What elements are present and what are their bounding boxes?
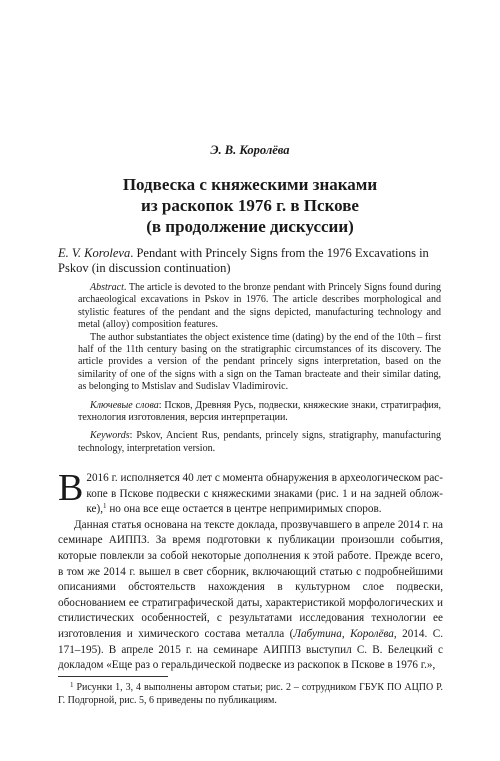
footnote-text: Рисунки 1, 3, 4 выполнены автором статьи; рис. 2 – сотрудником ГБУК ПО АЦПО Р. Г. Подгорной, рис. 5, 6 приведены по публикациям. <box>58 682 443 706</box>
ru-keywords-label: Ключевые слова <box>90 399 159 411</box>
footnote <box>58 681 443 707</box>
abstract-label: Abstract <box>90 282 124 293</box>
abstract-paragraph <box>78 282 441 332</box>
abstract-text: . The article is devoted to the bronze pendant with Princely Signs found during archaeological excavations in Pskov in 1976. The article describes morphological and stylistic features of the pendant and the signs depicted, manufacturing technology and metal (alloy) composition features. <box>78 282 441 331</box>
body-text: 2016 г. исполняется 40 лет с момента обнаружения в археологическом раскопе в Пскове подвески с княжескими знаками (рис. 1 и на задней обложке), <box>86 472 443 516</box>
body-paragraph <box>58 467 443 518</box>
footnote-mark: 1 <box>70 681 74 689</box>
abstract-block <box>78 282 441 455</box>
article-author: Э. В. Королёва <box>210 143 290 157</box>
body-paragraph <box>58 518 443 674</box>
drop-cap: В <box>58 467 84 509</box>
en-keywords-label: Keywords <box>90 430 130 442</box>
body-text: , 2014. С. 171–195). В апреле 2015 г. на семинаре АИППЗ выступил С. В. Белецкий с докладом «Еще раз о геральдической подвеске из раскопок в Пскове в 1976 г.», <box>58 627 444 672</box>
footnote-divider <box>58 676 168 677</box>
article-title <box>0 174 500 237</box>
abstract-paragraph: The author substantiates the object existence time (dating) by the end of the 10th – first half of the 11th century basing on the stratigraphic circumstances of its discovery. The article provides a version of the pendant princely signs interpretation, based on the similarity of one of the signs with a sign on the Taman bracteate and their similar dating, as belonging to Mstislav and Sudislav Vladimirovic. <box>78 331 441 393</box>
en-keywords-text: : Pskov, Ancient Rus, pendants, princely signs, stratigraphy, manufacturing technology, interpretation version. <box>78 430 441 454</box>
body-text: Данная статья основана на тексте доклада, прозвучавшего в апреле 2014 г. на семинаре АИППЗ. За время подготовки к публикации произошли события, которые повлекли за собой некоторые дополнения к этой работе. Прежде всего, в том же 2014 г. вышел в свет сборник, включающий статью с подробнейшими описаниями обстоятельств нахождения в культурном слое подвески, обоснованием ее стратиграфической даты, характеристикой морфологических и стилистических особенностей, с результатами исследования технологии ее изготовления и химического состава металла ( <box>58 518 443 640</box>
english-keywords <box>78 430 441 455</box>
title-line: Подвеска с княжескими знаками <box>122 175 378 194</box>
citation-authors: Лабутина, Королёва <box>293 627 394 640</box>
title-line: (в продолжение дискуссии) <box>146 217 354 236</box>
article-body <box>58 467 444 674</box>
russian-keywords <box>78 400 441 425</box>
english-author: E. V. Koroleva <box>58 246 131 260</box>
ru-keywords-text: : Псков, Древняя Русь, подвески, княжеские знаки, стратиграфия, технология изготовления, версия интерпретации. <box>78 399 441 424</box>
footnote-paragraph <box>58 681 443 707</box>
footnote-ref: 1 <box>103 502 107 511</box>
title-line: из раскопок 1976 г. в Пскове <box>141 196 359 215</box>
english-title-text: . Pendant with Princely Signs from the 1976 Excavations in Pskov (in discussion continuation) <box>58 246 429 275</box>
body-text: но она все еще остается в центре непримиримых споров. <box>106 503 382 516</box>
english-title <box>58 246 448 276</box>
